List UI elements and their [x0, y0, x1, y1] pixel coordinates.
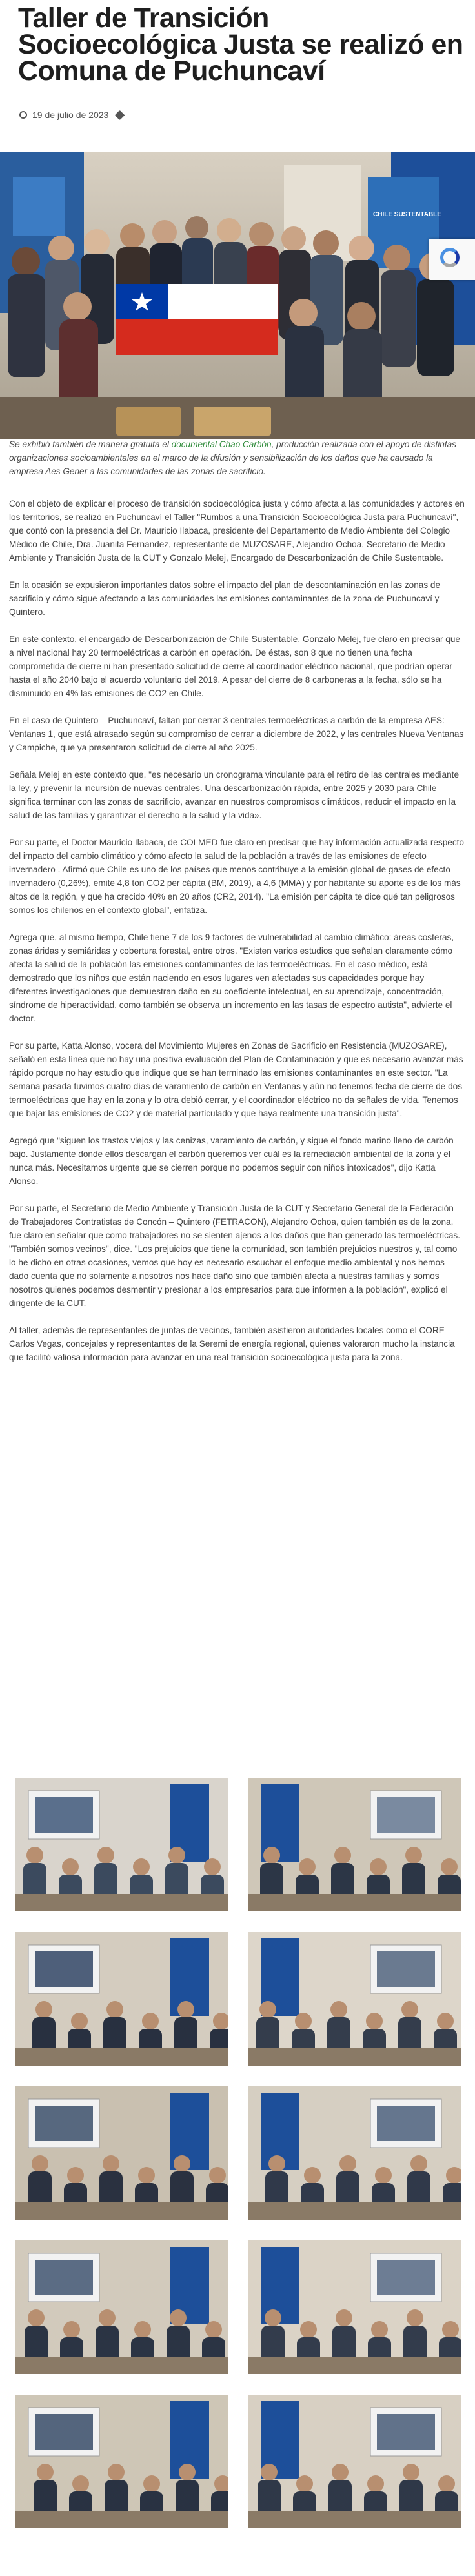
gallery-photo[interactable] — [248, 2086, 461, 2220]
recaptcha-icon — [440, 248, 460, 267]
chile-flag — [116, 284, 278, 355]
gallery-photo[interactable] — [248, 1778, 461, 1911]
gallery-photo[interactable] — [15, 2240, 228, 2374]
documentary-link[interactable]: documental Chao Carbón — [171, 439, 272, 449]
paragraph: En la ocasión se expusieron importantes datos sobre el impacto del plan de descontaminación en las zonas de sacrificio y cómo sigue afectando a las comunidades las emisiones contaminantes de la zona de Puchuncaví y Quintero. — [9, 580, 441, 617]
article-body — [9, 438, 465, 1378]
paragraph: Por su parte, el Doctor Mauricio Ilabaca, de COLMED fue claro en precisar que hay información actualizada respecto del impacto del cambio climático y cómo afecto la salud de la población a través de las emisiones de efecto invernadero . Afirmó que Chile es uno de los países que menos contribuye a la emisión global de gases de efecto invernadero (0,26%), emite 4,8 ton CO2 per cápita (BM, 2019), a 4,6 (MMA) y por habitante su aporte es de los más altos de la región, y que ha crecido 40% en 20 años (CR2, 2014). "La emisión per cápita te dice qué tan peligrosos somos los chilenos en el contexto global", enfatiza. — [9, 838, 464, 915]
article-title: Taller de Transición Socioecológica Justa se realizó en Comuna de Puchuncaví — [18, 3, 463, 86]
paragraph: Por su parte, el Secretario de Medio Ambiente y Transición Justa de la CUT y Secretario General de la Federación de Trabajadores Contratistas de Concón – Quintero (FETRACON), Alejandro Ochoa, quien también es de la zona, fue claro en señalar que como trabajadores no se sienten ajenos a los daños que han generado las termoeléctricas. "También somos vecinos", dice. "Los prejuicios que tiene la comunidad, son también prejuicios nuestros y, tal como lo he dicho en otras ocasiones, vemos que hoy es necesario escuchar el enfoque medio ambiental y nos hemos dado cuenta que no solamente a nosotros nos hace daño sino que también afecta a nuestras familias y somos nosotros quienes podemos desmentir y presionar a los empresarios para que informen a la población", explicó el dirigente de la CUT. — [9, 1203, 461, 1308]
paragraph: En este contexto, el encargado de Descarbonización de Chile Sustentable, Gonzalo Melej, fue claro en precisar que a nivel nacional hay 20 termoeléctricas a carbón en operación. De éstas, son 8 que no tienen una fecha comprometida de cierre ni han presentado solicitud de cierre al coordinador eléctrico nacional, que podrían operar hasta el año 2040 bajo el acuerdo voluntario del 2019. A pesar del cierre de 8 carboneras a la fecha, sólo se ha disminuido en 4% las emisiones de CO2 en Chile. — [9, 634, 460, 698]
gallery-photo[interactable] — [15, 2395, 228, 2528]
gallery-photo[interactable] — [248, 2240, 461, 2374]
paragraph: Al taller, además de representantes de juntas de vecinos, también asistieron autoridades locales como el CORE Carlos Vegas, concejales y representantes de la Seremi de energía regional, quienes valoraron mucho la instancia que facilitó valiosa información para avanzar en una real transición socioecológica justa para la zona. — [9, 1325, 455, 1362]
gallery-photo[interactable] — [15, 2086, 228, 2220]
paragraph: Con el objeto de explicar el proceso de transición socioecológica justa y cómo afecta a las comunidades y actores en los territorios, se realizó en Puchuncaví el Taller "Rumbos a una Transición Socioecológica Justa para Puchuncaví", que contó con la presencia del Dr. Mauricio Ilabaca, presidente del Departamento de Medio Ambiente del Colegio Médico de Chile, Dra. Juanita Fernandez, representante de MUZOSARE, Alejandro Ochoa, Secretario de Medio Ambiente y Transición Justa de la CUT y Gonzalo Melej, Encargado de Descarbonización de Chile Sustentable. — [9, 499, 465, 563]
tag-icon[interactable] — [115, 110, 125, 120]
article-meta — [19, 110, 123, 120]
paragraph: En el caso de Quintero – Puchuncaví, faltan por cerrar 3 centrales termoeléctricas a carbón de la empresa AES: Ventanas 1, que está atrasado según su compromiso de cerrar a diciembre de 2022, y las centrales Nueva Ventanas y Campiche, que ya presentaron solicitud de cierre al año 2025. — [9, 716, 464, 752]
article-date: 19 de julio de 2023 — [32, 110, 109, 120]
gallery-photo[interactable] — [15, 1932, 228, 2066]
paragraph: Por su parte, Katta Alonso, vocera del Movimiento Mujeres en Zonas de Sacrificio en Resistencia (MUZOSARE), señaló en esta línea que no hay una positiva evaluación del Plan de Contaminación y que es necesario avanzar más rápido porque no hay estudio que indique que se han terminado las emisiones contaminantes en este sector. "La semana pasada tuvimos cuatro días de varamiento de carbón en Ventanas y aún no tenemos fecha de cierre de dos termoeléctricas que hay en la zona y lo otra debió cerrar, y el coordinador eléctrico no da señales de vida. Tenemos que bajar las emisiones de CO2 y de material particulado y que haya realmente una transición justa". — [9, 1041, 463, 1118]
paragraph: Agregó que "siguen los trastos viejos y las cenizas, varamiento de carbón, y sigue el fondo marino lleno de carbón bajo. Justamente donde ellos descargan el carbón queremos ver cuál es la remediación ambiental de la zona y el nunca más. Necesitamos urgente que se cierren porque no podemos seguir con niños intoxicados", dijo Katta Alonso. — [9, 1136, 454, 1186]
gallery-photo[interactable] — [248, 2395, 461, 2528]
photo-gallery — [15, 1778, 461, 2549]
gallery-photo[interactable] — [248, 1932, 461, 2066]
hero-photo — [0, 152, 475, 439]
article-lead: Se exhibió también de manera gratuita el documental Chao Carbón, producción realizada con el apoyo de distintas organizaciones socioambientales en el marco de la difusión y sensibilización de los daños que ha causado la empresa Aes Gener a las comunidades de las zonas de sacrificio. — [9, 439, 456, 476]
paragraph: Agrega que, al mismo tiempo, Chile tiene 7 de los 9 factores de vulnerabilidad al cambio climático: áreas costeras, zonas áridas y semiáridas y cobertura forestal, entre otros. "Existen varios estudios que señalan claramente cómo afecta la salud de la población las emisiones contaminantes de las termoeléctricas. En el caso médico, está demostrado que los niños que están naciendo en esos lugares ven afectadas sus capacidades porque hay diferentes investigaciones que demuestran daño en su coeficiente intelectual, en su aprendizaje, concentración, síndrome de hiperactividad, como también se observa un incremento en las tasas de espectro autista", advierte el doctor. — [9, 932, 454, 1023]
gallery-photo[interactable] — [15, 1778, 228, 1911]
hero-banner-text: CHILE SUSTENTABLE — [373, 211, 441, 218]
paragraph: Señala Melej en este contexto que, "es necesario un cronograma vinculante para el retiro de las centrales mediante la ley, y prevenir la incursión de nuevas centrales. Una descarbonización rápida, entre 2025 y 2030 para Chile significa terminar con las zonas de sacrificio, avanzar en nuestros compromisos climáticos, reducir el impacto en la salud de las familias y garantizar el derecho a la salud y la vida». — [9, 770, 460, 820]
clock-icon — [19, 111, 27, 119]
recaptcha-badge[interactable] — [429, 239, 475, 280]
